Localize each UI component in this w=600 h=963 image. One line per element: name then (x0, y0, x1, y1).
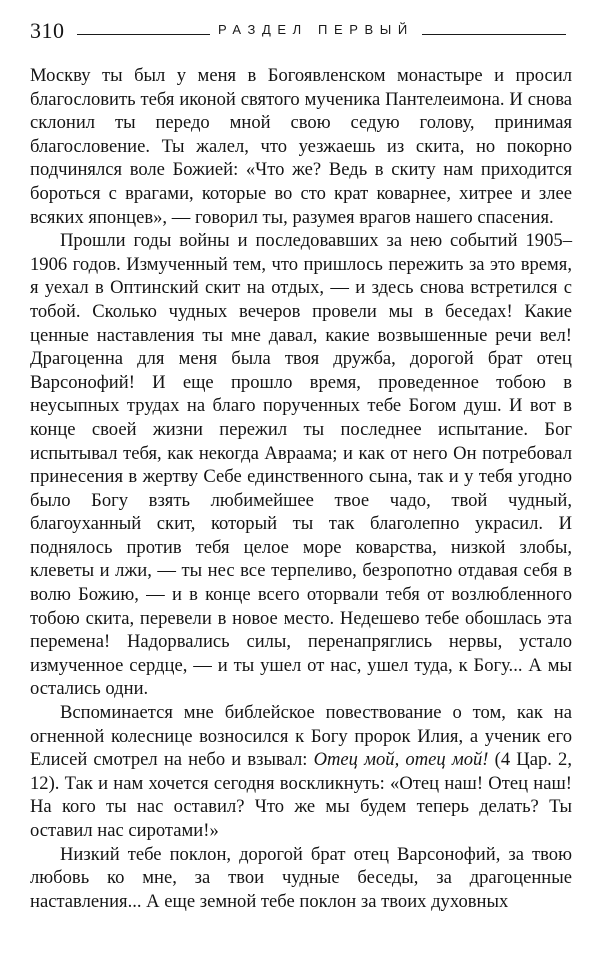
section-title: РАЗДЕЛ ПЕРВЫЙ (210, 21, 422, 39)
paragraph-continuation: Москву ты был у меня в Богоявленском монастыре и просил благословить тебя иконой святого мученика Пантелеимона. И снова склонил ты передо мной свою седую голову, принимая благословение. Ты жалел, что уезжаешь из скита, но покорно подчинялся воле Божией: «Что же? Ведь в скиту нам приходится бороться с врагами, которые во сто крат коварнее, хитрее и злее всяких японцев», — говорил ты, разумея врагов нашего спасения. (30, 65, 572, 228)
paragraph-text: (4 Цар. 2, 12). Так и нам хочется сегодня воскликнуть: «Отец наш! Отец наш! На кого ты нас оставил? Что же мы будем теперь делать? Ты оставил нас сиротами!» (30, 749, 573, 841)
body-text (30, 64, 572, 913)
italic-quote: Отец мой, отец мой! (313, 749, 489, 771)
paragraph: Низкий тебе поклон, дорогой брат отец Варсонофий, за твою любовь ко мне, за твои чудные беседы, за драгоценные наставления... А еще земной тебе поклон за твоих духовных (30, 843, 572, 912)
paragraph-text: Вспоминается мне библейское повествование о том, как на огненной колеснице возносился к Богу пророк Илия, а ученик его Елисей смотрел на небо и взывал: (30, 702, 572, 771)
book-page (30, 18, 572, 913)
paragraph (30, 701, 572, 843)
paragraph: Прошли годы войны и последовавших за нею событий 1905–1906 годов. Измученный тем, что пришлось пережить за это время, я уехал в Оптинский скит на отдых, — и здесь снова встретился с тобой. Сколько чудных вечеров провели мы в беседах! Какие ценные наставления ты мне давал, какие возвышенные речи вел! Драгоценна для меня была твоя дружба, дорогой брат отец Варсонофий! И еще прошло время, проведенное тобою в неусыпных трудах на благо порученных тебе Богом душ. И вот в конце своей жизни пережил ты последнее испытание. Бог испытывал тебя, как некогда Авраама; и как от него Он потребовал принесения в жертву Себе единственного сына, так и у тебя угодно было Богу взять любимейшее твое чадо, твой чудный, благоуханный скит, который ты так благолепно украсил. И поднялось против тебя целое море коварства, низкой злобы, клеветы и лжи, — ты нес все терпеливо, безропотно отдавая себя в волю Божию, — и в конце всего оторвали тебя от возлюбленного тобою скита, перевели в новое место. Недешево тебе обошлась эта перемена! Надорвались силы, перенапряглись нервы, устало измученное сердце, — и ты ушел от нас, ушел туда, к Богу... А мы остались одни. (30, 230, 572, 700)
page-number: 310 (30, 18, 65, 43)
running-head (30, 18, 572, 48)
